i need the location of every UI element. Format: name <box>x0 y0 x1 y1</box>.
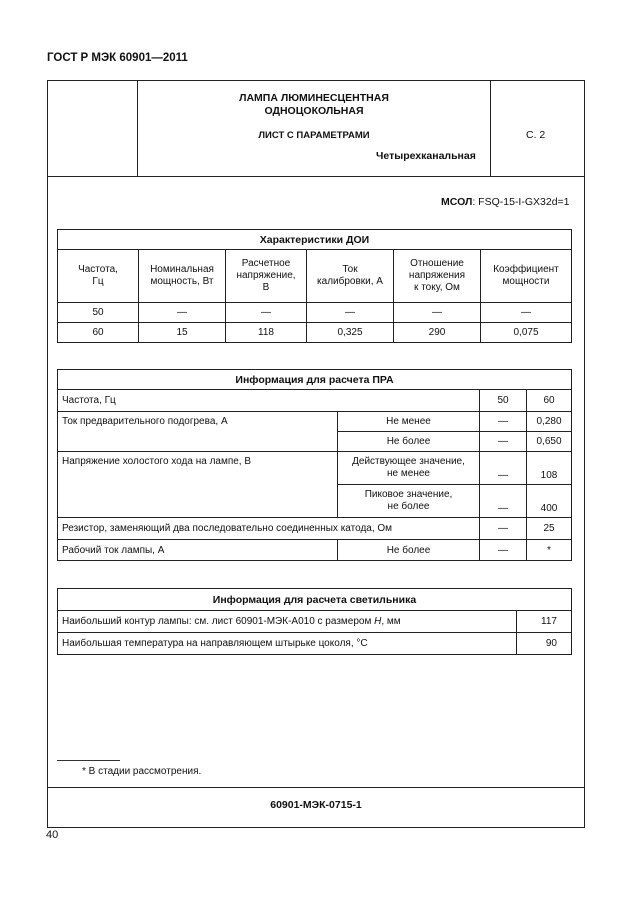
ballast-table-title: Информация для расчета ПРА <box>58 370 572 390</box>
footer-line <box>47 787 585 788</box>
table-row <box>58 323 572 343</box>
table-row <box>58 452 572 485</box>
table-cell: 0,325 <box>307 323 394 343</box>
table-row <box>58 611 572 633</box>
table-cell: — <box>394 303 481 323</box>
title-line-2: ОДНОЦОКОЛЬНАЯ <box>264 105 364 117</box>
ocv-peak-label <box>338 485 480 518</box>
ocv-peak-60: 400 <box>527 485 572 518</box>
luminaire-table <box>57 588 572 655</box>
sheet-title <box>138 92 490 118</box>
ocv-peak-50: — <box>480 485 527 518</box>
table-row <box>58 303 572 323</box>
table-cell: 15 <box>139 323 226 343</box>
table-cell: 60 <box>58 323 139 343</box>
ballast-frequency-50: 50 <box>480 390 527 412</box>
table-row <box>58 390 572 412</box>
lamp-current-condition: Не более <box>338 540 480 561</box>
sheet-subtitle: ЛИСТ С ПАРАМЕТРАМИ <box>258 130 370 141</box>
doi-header-current: Ток калибровки, А <box>307 250 394 303</box>
title-line-1: ЛАМПА ЛЮМИНЕСЦЕНТНАЯ <box>239 92 389 104</box>
doi-table <box>57 229 572 343</box>
doi-header-power: Номинальная мощность, Вт <box>139 250 226 303</box>
ocv-label: Напряжение холостого хода на лампе, В <box>58 452 338 518</box>
table-row <box>58 412 572 432</box>
ocv-rms-60: 108 <box>527 452 572 485</box>
ballast-frequency-60: 60 <box>527 390 572 412</box>
lamp-current-label: Рабочий ток лампы, А <box>58 540 338 561</box>
max-temperature-label: Наибольшая температура на направляющем штырьке цоколя, °C <box>58 633 517 655</box>
ocv-peak-label-line-1: Пиковое значение, <box>364 489 453 500</box>
table-cell: 118 <box>226 323 307 343</box>
footnote: * В стадии рассмотрения. <box>82 766 202 777</box>
preheat-min-60: 0,280 <box>527 412 572 432</box>
footnote-rule <box>57 760 120 761</box>
lamp-type: Четырехканальная <box>376 150 476 162</box>
sheet-id: 60901-МЭК-0715-1 <box>270 799 362 811</box>
lamp-current-50: — <box>480 540 527 561</box>
doi-header-power-factor: Коэффициент мощности <box>481 250 572 303</box>
table-cell: — <box>307 303 394 323</box>
preheat-max-60: 0,650 <box>527 432 572 452</box>
table-cell: 0,075 <box>481 323 572 343</box>
doi-header-voltage: Расчетное напряжение, В <box>226 250 307 303</box>
preheat-max-50: — <box>480 432 527 452</box>
ocv-peak-label-line-2: не более <box>387 501 430 512</box>
table-cell: — <box>139 303 226 323</box>
doi-header-frequency: Частота, Гц <box>58 250 139 303</box>
header-divider-right <box>490 80 491 176</box>
doi-table-title: Характеристики ДОИ <box>58 230 572 250</box>
page-reference: С. 2 <box>526 129 546 141</box>
doi-header-ratio: Отношение напряжения к току, Ом <box>394 250 481 303</box>
max-outline-unit: , мм <box>381 616 401 627</box>
luminaire-table-title: Информация для расчета светильника <box>58 589 572 611</box>
preheat-min-50: — <box>480 412 527 432</box>
preheat-min-label: Не менее <box>338 412 480 432</box>
resistor-60: 25 <box>527 518 572 540</box>
lamp-current-60: * <box>527 540 572 561</box>
table-cell: — <box>481 303 572 323</box>
ocv-rms-label-line-1: Действующее значение, <box>352 456 465 467</box>
table-cell: 50 <box>58 303 139 323</box>
ocv-rms-label <box>338 452 480 485</box>
standard-number: ГОСТ Р МЭК 60901—2011 <box>47 52 188 64</box>
designation-label: МСОЛ <box>441 196 473 208</box>
ballast-frequency-label: Частота, Гц <box>58 390 480 412</box>
designation-value: : FSQ-15-I-GX32d=1 <box>472 196 570 208</box>
table-row <box>58 633 572 655</box>
table-row <box>58 540 572 561</box>
max-outline-variable: H <box>374 616 382 627</box>
preheat-label: Ток предварительного подогрева, А <box>58 412 338 452</box>
max-outline-label <box>58 611 517 633</box>
table-cell: 290 <box>394 323 481 343</box>
ballast-table <box>57 369 572 561</box>
ocv-rms-50: — <box>480 452 527 485</box>
preheat-max-label: Не более <box>338 432 480 452</box>
max-temperature-value: 90 <box>517 633 572 655</box>
resistor-label: Резистор, заменяющий два последовательно соединенных катода, Ом <box>58 518 480 540</box>
max-outline-value: 117 <box>517 611 572 633</box>
table-cell: — <box>226 303 307 323</box>
header-bottom-line <box>47 176 585 177</box>
resistor-50: — <box>480 518 527 540</box>
designation <box>441 196 570 208</box>
table-row <box>58 518 572 540</box>
ocv-rms-label-line-2: не менее <box>387 468 430 479</box>
max-outline-text: Наибольший контур лампы: см. лист 60901-МЭК-А010 с размером <box>62 616 375 627</box>
page-number: 40 <box>46 829 59 841</box>
